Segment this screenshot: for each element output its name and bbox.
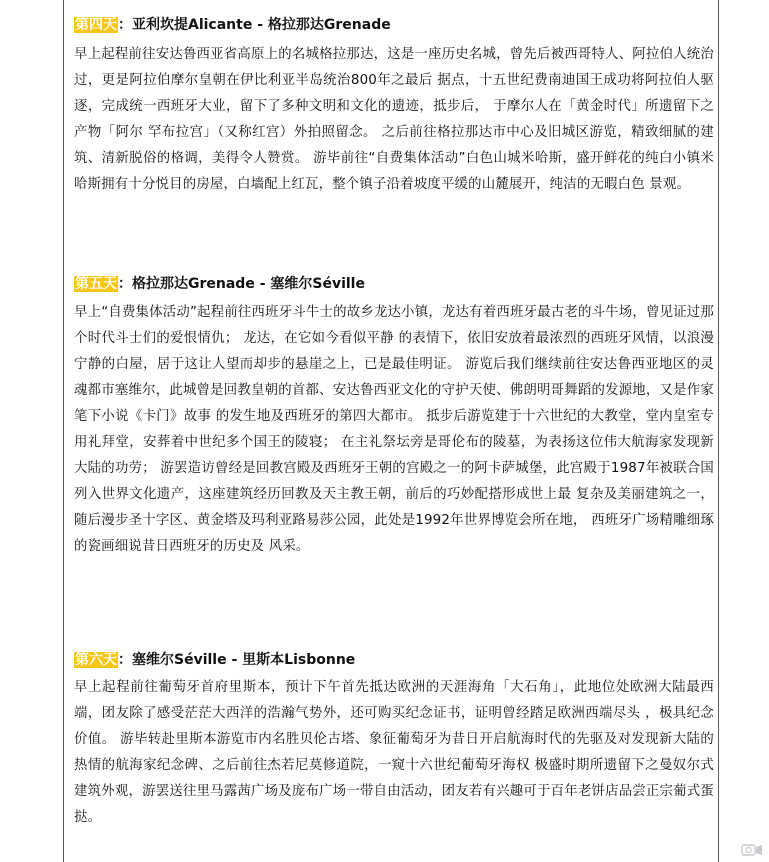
day-6-section: [74, 650, 714, 831]
day-5-section: [74, 274, 714, 560]
day-4-label: 第四天: [75, 17, 117, 33]
day-5-route: ：格拉那达Grenade - 塞维尔Séville: [118, 276, 365, 292]
watermark-logo-icon: [741, 842, 763, 858]
day-4-section: [74, 15, 714, 198]
day-6-description: 早上起程前往葡萄牙首府里斯本，预计下午首先抵达欧洲的天涯海角「大石角」，此地位处欧洲大陆最西端，团友除了感受茫茫大西洋的浩瀚气势外，还可购买纪念证书，证明曾经踏足欧洲西端尽头 ，极具纪念价值。 游毕转赴里斯本游览市内名胜贝伦古塔、象征葡萄牙为昔日开启航海时代的先驱及对发现新大陆的热情的航海家纪念碑、之后前往杰若尼莫修道院，一窥十六世纪葡萄牙海权 极盛时期所遗留下之曼奴尔式建筑外观，游罢送往里马露茜广场及庞布广场一带自由活动，团友若有兴趣可于百年老饼店品尝正宗葡式蛋挞。: [74, 680, 714, 825]
day-6-route: ：塞维尔Séville - 里斯本Lisbonne: [118, 652, 356, 668]
day-6-heading: [74, 650, 714, 670]
day-4-heading: [74, 15, 714, 35]
day-5-description: 早上“自费集体活动”起程前往西班牙斗牛士的故乡龙达小镇，龙达有着西班牙最古老的斗牛场，曾见证过那个时代斗士们的爱恨情仇； 龙达，在它如今看似平静 的表情下，依旧安放着最浓烈的西班牙风情，以浪漫宁静的白屋，居于这让人望而却步的悬崖之上，已是最佳明证。 游览后我们继续前往安达鲁西亚地区的灵魂都市塞维尔，此城曾是回教皇朝的首都、安达鲁西亚文化的守护天使、佛朗明哥舞蹈的发源地，又是作家笔下小说《卡门》故事 的发生地及西班牙的第四大都市。 抵步后游览建于十六世纪的大教堂，堂内皇室专用礼拜堂，安葬着中世纪多个国王的陵寝； 在主礼祭坛旁是哥伦布的陵墓，为表扬这位伟大航海家发现新大陆的功劳； 游罢造访曾经是回教宫殿及西班牙王朝的宫殿之一的阿卡萨城堡，此宫殿于1987年被联合国列入世界文化遗产，这座建筑经历回教及天主教王朝，前后的巧妙配搭形成世上最 复杂及美丽建筑之一，随后漫步圣十字区、黄金塔及玛利亚路易莎公园，此处是1992年世界博览会所在地， 西班牙广场精雕细琢的瓷画细说昔日西班牙的历史及 风采。: [74, 305, 714, 554]
day-4-route: ：亚利坎提Alicante - 格拉那达Grenade: [118, 17, 391, 33]
day-4-description: 早上起程前往安达鲁西亚省高原上的名城格拉那达，这是一座历史名城，曾先后被西哥特人、阿拉伯人统治过，更是阿拉伯摩尔皇朝在伊比利亚半岛统治800年之最后 据点，十五世纪费南迪国王成功将阿拉伯人驱逐，完成统一西班牙大业，留下了多种文明和文化的遗迹，抵步后， 于摩尔人在「黄金时代」所遗留下之产物「阿尔 罕布拉宫」（又称红宫）外拍照留念。 之后前往格拉那达市中心及旧城区游览，精致细腻的建筑、清新脱俗的格调，美得令人赞赏。 游毕前往“自费集体活动”白色山城米哈斯，盛开鲜花的纯白小镇米哈斯拥有十分悦目的房屋，白墙配上红瓦，整个镇子沿着坡度平缓的山麓展开，纯洁的无暇白色 景观。: [74, 47, 714, 192]
day-5-heading: [74, 274, 714, 294]
day-6-label: 第六天: [75, 652, 117, 668]
day-5-label: 第五天: [75, 276, 117, 292]
